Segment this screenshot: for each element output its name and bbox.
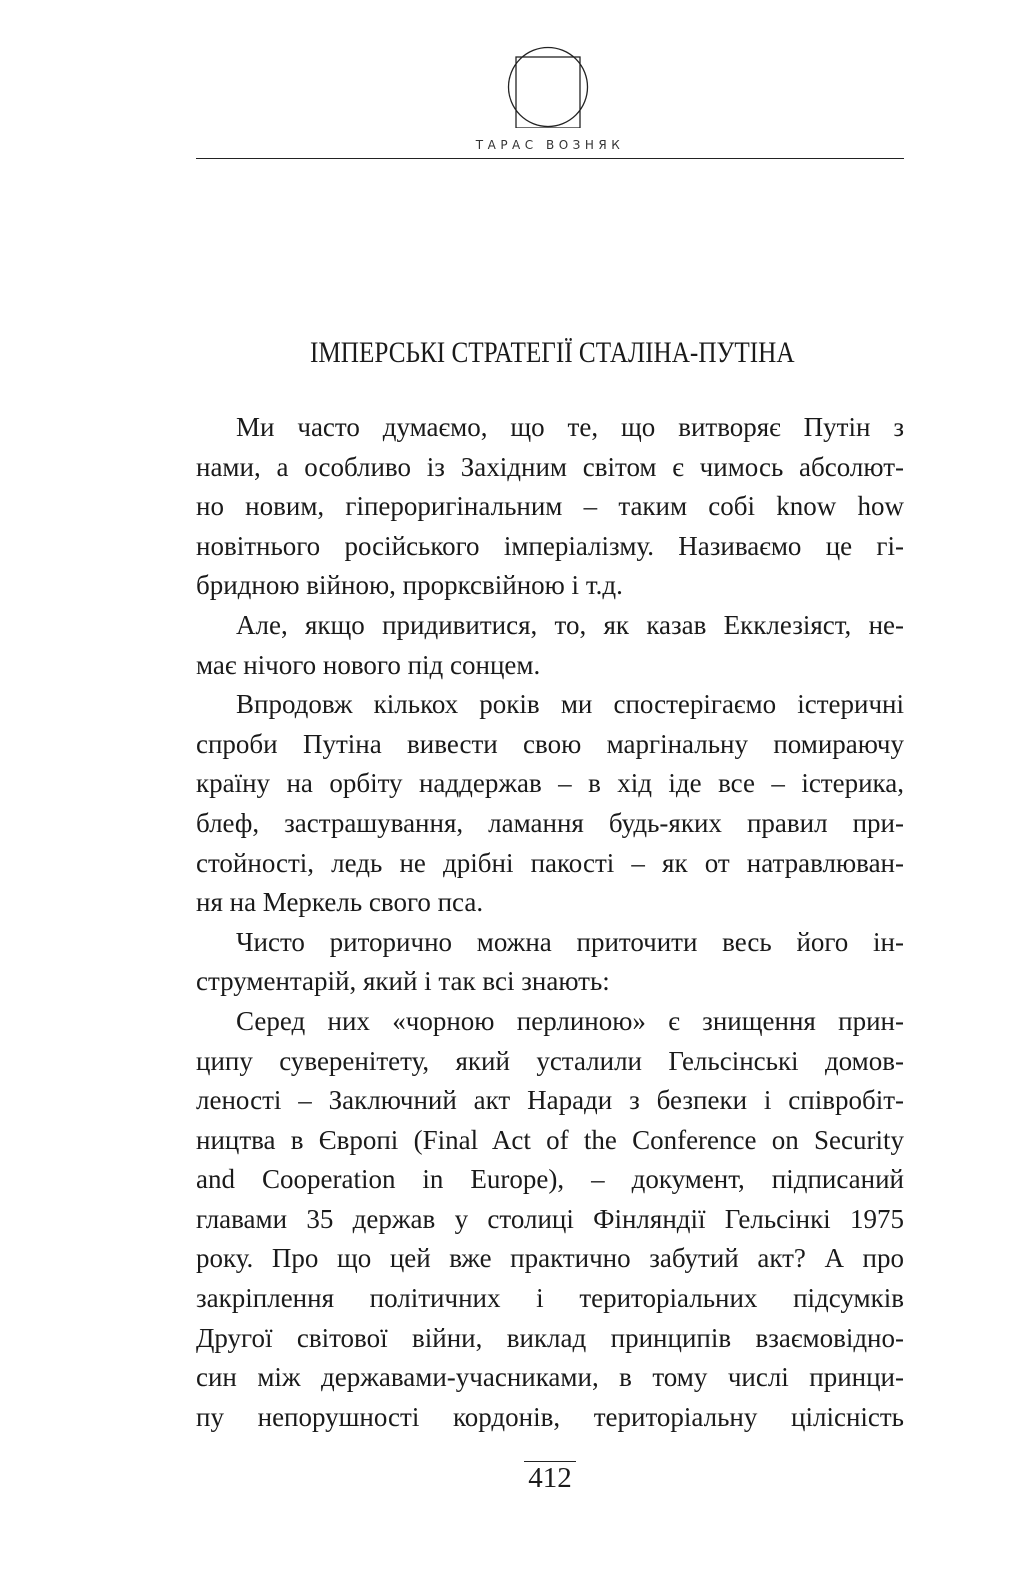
- page-number: [196, 1462, 904, 1495]
- text-line: закріплення політичних і територіальних підсумків: [196, 1283, 904, 1314]
- text-line: Впродовж кількох років ми спостерігаємо істеричні: [236, 689, 904, 720]
- header-rule: [196, 158, 904, 159]
- text-line: ципу суверенітету, який усталили Гельсінські домов-: [196, 1045, 904, 1076]
- circle-square-emblem-icon: [507, 46, 589, 128]
- text-line: но новим, гіпероригінальним – таким собі know how: [196, 491, 904, 522]
- text-line: Але, якщо придивитися, то, як казав Екклезіяст, не-: [236, 609, 904, 640]
- text-line: леності – Заключний акт Наради з безпеки і співробіт-: [196, 1085, 904, 1116]
- text-line: Чисто риторично можна приточити весь його ін-: [236, 926, 904, 957]
- text-line: бридною війною, прорксвійною і т.д.: [196, 570, 623, 601]
- text-line: Другої світової війни, виклад принципів взаємовідно-: [196, 1322, 904, 1353]
- text-line: блеф, застрашування, ламання будь-яких правил при-: [196, 807, 904, 838]
- text-line: ня на Меркель свого пса.: [196, 887, 484, 918]
- text-line: пу непорушності кордонів, територіальну цілісність: [196, 1401, 904, 1432]
- paragraph: [196, 408, 904, 606]
- text-line: главами 35 держав у столиці Фінляндії Гельсінкі 1975: [196, 1203, 904, 1234]
- text-line: спроби Путіна вивести свою маргінальну помираючу: [196, 728, 904, 759]
- paragraph: [196, 923, 904, 1002]
- text-line: струментарій, який і так всі знають:: [196, 966, 610, 997]
- text-line: нами, а особливо із Західним світом є чимось абсолют-: [196, 451, 904, 482]
- text-line: and Cooperation in Europe), – документ, підписаний: [196, 1164, 904, 1195]
- body-text: [196, 408, 904, 1437]
- paragraph: [196, 685, 904, 923]
- text-line: новітнього російського імперіалізму. Називаємо це гі-: [196, 530, 904, 561]
- text-line: син між державами-учасниками, в тому числі принци-: [196, 1362, 904, 1393]
- text-line: Ми часто думаємо, що те, що витворяє Путін з: [236, 412, 904, 442]
- text-line: стойності, ледь не дрібні пакості – як от натравлюван-: [196, 847, 904, 878]
- paragraph: [196, 606, 904, 685]
- text-line: має нічого нового під сонцем.: [196, 649, 541, 680]
- text-line: ництва в Європі (Final Act of the Conference on Security: [196, 1124, 904, 1155]
- text-line: Серед них «чорною перлиною» є знищення прин-: [236, 1005, 904, 1036]
- text-line: країну на орбіту наддержав – в хід іде все – істерика,: [196, 768, 904, 799]
- paragraph: [196, 1002, 904, 1438]
- running-head: ТАРАС ВОЗНЯК: [475, 138, 625, 152]
- text-line: року. Про що цей вже практично забутий акт? А про: [196, 1243, 904, 1274]
- page-number-value: 412: [524, 1461, 576, 1494]
- chapter-title: ІМПЕРСЬКІ СТРАТЕГІЇ СТАЛІНА-ПУТІНА: [309, 336, 795, 369]
